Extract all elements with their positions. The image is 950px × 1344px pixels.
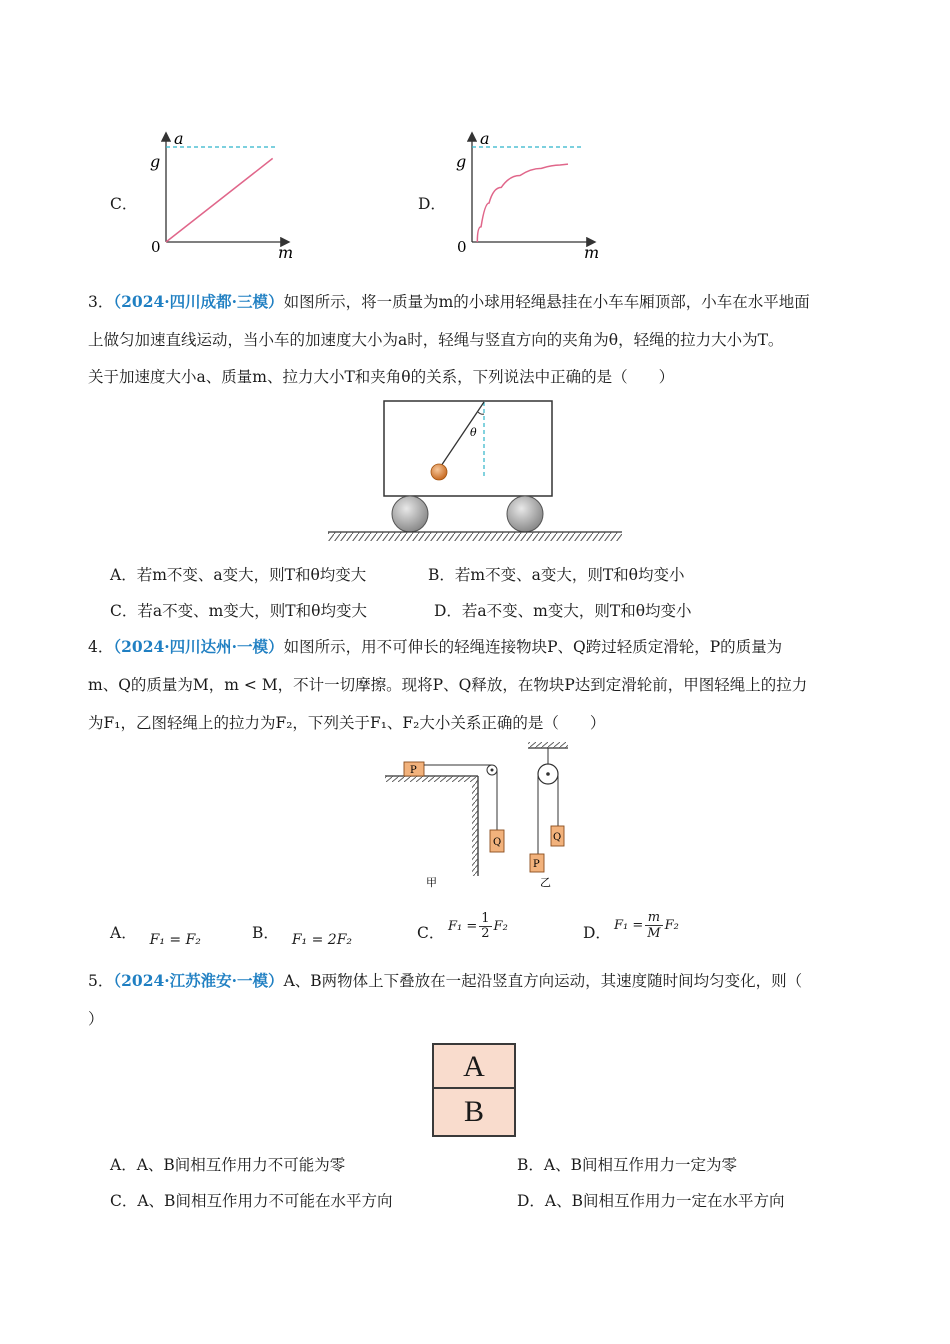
- expr-lhs: F₁ =: [614, 918, 644, 933]
- q5-text-1: A、B两物体上下叠放在一起沿竖直方向运动，其速度随时间均匀变化，则（: [283, 972, 803, 990]
- option-letter: D．: [583, 924, 611, 942]
- expr-lhs: F₁ =: [448, 919, 478, 934]
- q5-number: 5．: [88, 972, 114, 990]
- q5-option-c: C．A、B间相互作用力不可能在水平方向: [110, 1192, 393, 1210]
- q5-source: （2024·江苏淮安·一模）: [113, 971, 284, 990]
- q3-option-a: A．若m不变、a变大，则T和θ均变大: [110, 566, 367, 584]
- q3-source: （2024·四川成都·三模）: [113, 292, 284, 311]
- figure-jia-label: 甲: [426, 876, 437, 889]
- numerator: m: [647, 910, 661, 925]
- q3-option-d: D．若a不变、m变大，则T和θ均变小: [434, 602, 692, 620]
- q4-option-b: [252, 922, 353, 948]
- fraction: [479, 912, 491, 941]
- block-a: [432, 1043, 516, 1089]
- wheel-left: [392, 496, 428, 532]
- q4-source: （2024·四川达州·一模）: [113, 637, 284, 656]
- numerator: 1: [481, 911, 490, 926]
- denominator: M: [647, 926, 661, 941]
- y-axis-label: a: [174, 129, 184, 148]
- q4-line2: m、Q的质量为M，m < M，不计一切摩擦。现将P、Q释放，在物块P达到定滑轮前，甲图轻绳上的拉力: [88, 676, 808, 694]
- ceiling-hatch: [528, 742, 568, 748]
- x-axis-label: m: [584, 243, 600, 262]
- q4-text-1: 如图所示，用不可伸长的轻绳连接物块P、Q跨过轻质定滑轮，P的质量为: [283, 638, 783, 656]
- x-axis-label: m: [278, 243, 294, 262]
- expr-rhs: F₂: [493, 919, 508, 934]
- expr-rhs: F₂: [664, 918, 679, 933]
- g-tick-label: g: [456, 152, 467, 171]
- q3-option-b: B．若m不变、a变大，则T和θ均变小: [428, 566, 685, 584]
- q5-option-a: A．A、B间相互作用力不可能为零: [110, 1156, 346, 1174]
- q3-line3: 关于加速度大小a、质量m、拉力大小T和夹角θ的关系，下列说法中正确的是（ ）: [88, 368, 675, 386]
- g-tick-label: g: [150, 152, 161, 171]
- q5-line1: [88, 970, 802, 992]
- block-b: [432, 1087, 516, 1137]
- wheel-right: [507, 496, 543, 532]
- option-letter: A．: [110, 924, 137, 942]
- ground-hatch: [328, 532, 622, 541]
- q3-number: 3．: [88, 293, 114, 311]
- origin-label: 0: [457, 238, 467, 256]
- option-expr: F₁ = F₂: [149, 932, 201, 948]
- q4-option-a: [110, 922, 201, 948]
- q4-option-c: [417, 922, 444, 944]
- q5-option-d: D．A、B间相互作用力一定在水平方向: [517, 1192, 785, 1210]
- table-hatch: [385, 776, 478, 782]
- option-letter: C．: [417, 924, 445, 942]
- fraction: [645, 910, 662, 941]
- pulley-yi-axle: [546, 772, 550, 776]
- option-letter: B．: [252, 924, 279, 942]
- table-side-hatch: [472, 782, 478, 876]
- block-b-label: B: [463, 1095, 484, 1128]
- q4-option-d: [583, 922, 611, 944]
- block-q-label: Q: [493, 837, 502, 848]
- q4-line3: 为F₁，乙图轻绳上的拉力为F₂，下列关于F₁、F₂大小关系正确的是（ ）: [88, 714, 606, 732]
- q4-option-c-expr: [448, 912, 508, 941]
- q4-number: 4．: [88, 638, 114, 656]
- q3-text-1: 如图所示，将一质量为m的小球用轻绳悬挂在小车车厢顶部，小车在水平地面: [283, 293, 810, 311]
- block-p-label: P: [410, 765, 417, 776]
- cart-pendulum-figure: [328, 398, 622, 544]
- graph-c: [140, 126, 300, 262]
- block-p-label: P: [533, 859, 540, 870]
- q3-line1: [88, 291, 810, 313]
- denominator: 2: [481, 926, 490, 941]
- q3-line2: 上做匀加速直线运动，当小车的加速度大小为a时，轻绳与竖直方向的夹角为θ，轻绳的拉力大小为T。: [88, 331, 784, 349]
- q5-option-b: B．A、B间相互作用力一定为零: [517, 1156, 737, 1174]
- origin-label: 0: [151, 238, 161, 256]
- option-d-label: D．: [418, 195, 446, 213]
- q4-line1: [88, 636, 782, 658]
- series-curve: [477, 164, 568, 242]
- ball: [431, 464, 447, 480]
- q5-line2: ）: [88, 1010, 104, 1028]
- pulley-axle: [491, 769, 494, 772]
- theta-label: θ: [470, 426, 477, 439]
- option-expr: F₁ = 2F₂: [291, 932, 353, 948]
- figure-yi-label: 乙: [540, 876, 551, 889]
- pulley-figures: [380, 742, 580, 892]
- series-line: [166, 158, 273, 242]
- q3-option-c: C．若a不变、m变大，则T和θ均变大: [110, 602, 367, 620]
- y-axis-label: a: [480, 129, 490, 148]
- block-a-label: A: [463, 1050, 485, 1083]
- option-c-label: C．: [110, 195, 138, 213]
- graph-d: [446, 126, 606, 262]
- q4-option-d-expr: [614, 910, 679, 941]
- cart-body: [384, 401, 552, 496]
- block-q-label: Q: [553, 832, 562, 843]
